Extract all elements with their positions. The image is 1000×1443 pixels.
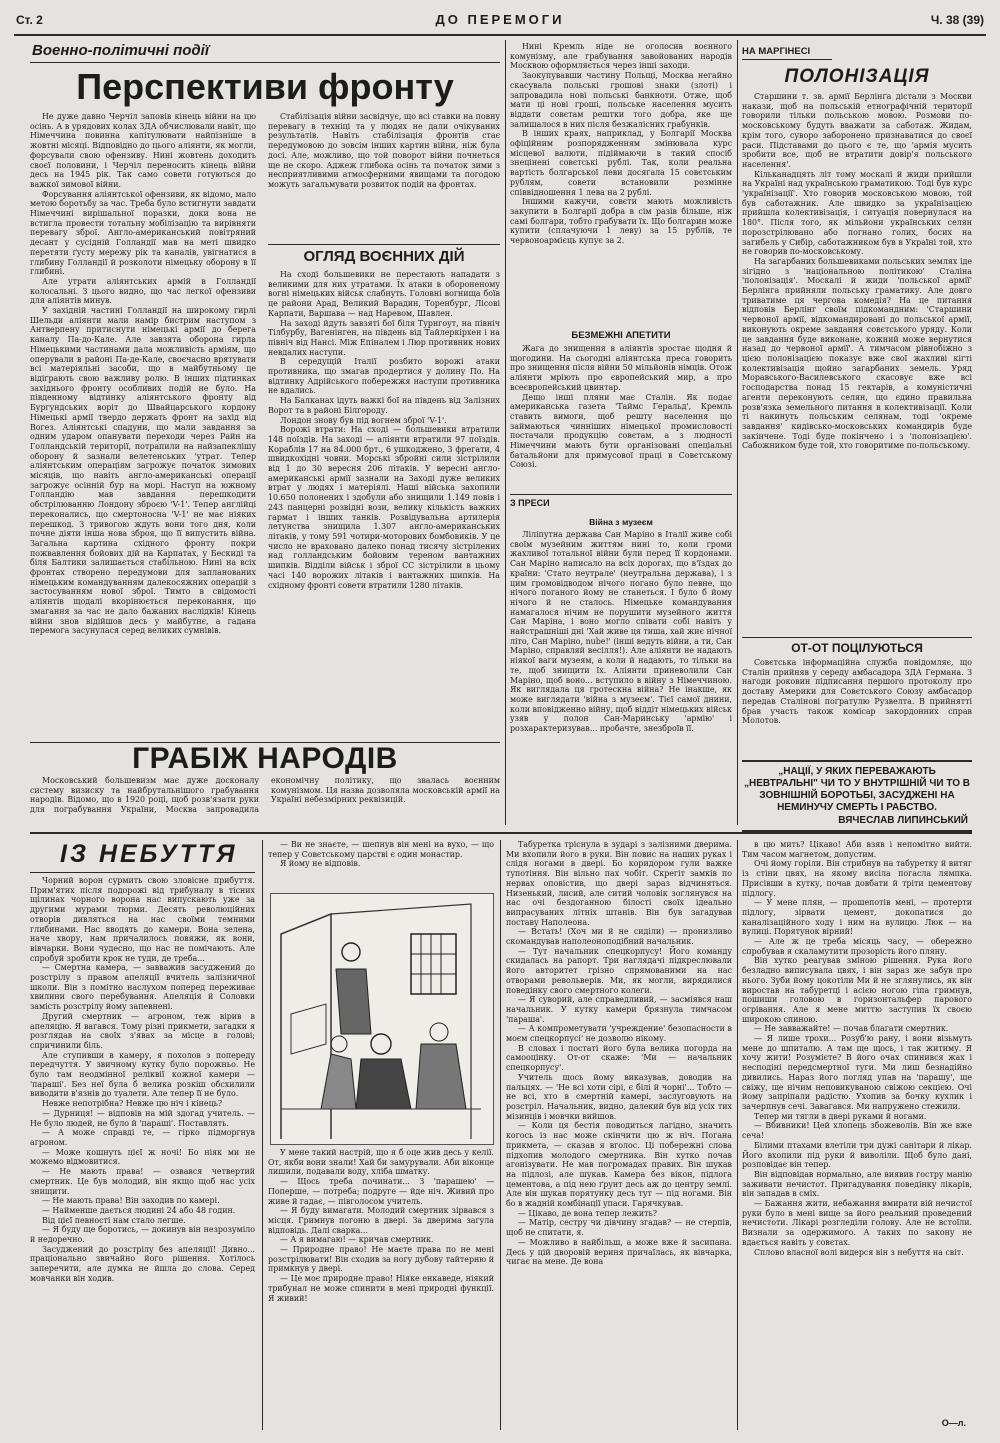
story-para: — Найменше дається людині 24 або 48 годин. — [42, 1205, 236, 1215]
story-para: — Я буду вимагати. Молодий смертник зірвався з місця. Гримнув погоню в двері. За дверима загула відповідь. Далі сварка... — [268, 1206, 494, 1235]
story-col-4 — [742, 840, 972, 1415]
headline-front-perspectives: Перспективи фронту — [76, 66, 454, 107]
column-divider — [262, 840, 263, 1430]
story-para: Він відповідав нормально, але виявив гостру манію заживати нечистот. Пригадування поведінку лікарів, він западав в сміх. — [742, 1169, 972, 1199]
limitless-para: Дещо інші пляни має Сталін. Як подає американська газета 'Таймс Геральд', Кремль ставить вимоги, щоб решту населення що займаються чинніших німецької промисловості постачали продукцію совєтам, а з людності Німеччини мають бути організовані спеціальні батальйони для примусової праці в Совєтському Союзі. — [510, 392, 732, 470]
column-divider — [505, 40, 506, 825]
story-para: — Я суворий, але справедливий, — засміявся наш начальник. У кутку камери брязнула тимчасом 'параша'. — [506, 995, 732, 1024]
robbery-para: Заокупувавши частину Польщі, Москва негайно скасувала польські грошові знаки (злоті) і запровадила нові польські банкноти. Отже, щоб мати ці нові гроші, польське населення мусить віддати совєтам рештки того добра, яке ще залишалося в них після безжалісних грабунків. — [510, 71, 732, 129]
press-rule — [510, 494, 732, 495]
polonization-para: Старшини т. зв. армії Берлінґа дістали з Москви накази, щоб на польській етнографічній території говорили тільки польською мовою. Розмови по-московському будуть вважати за саботаж. Жидам, крім того, суворо заборонено признаватися до своєї раси. Підставами до цього є те, що 'армія мусить зробити все, щоб не втратити довір'я польського населення'. — [742, 92, 972, 169]
story-para: Я йому не відповів. — [280, 859, 361, 869]
robbery-para: Іншими кажучи, совєти мають можливість закупити в Болгарії добра в сім разів більше, ніж самі болгари, тобто грабувати їх. Що болгарин може купити (сплачуючи 1 леву) за 15 рублів, те червоноармієць купує за 2. — [510, 197, 732, 246]
headline-from-nonexistence: ІЗ НЕБУТТЯ — [60, 840, 238, 868]
story-para: — Не завважайте! — почав благати смертник. — [754, 1024, 949, 1034]
robbery-body-start — [30, 776, 500, 822]
story-col-2 — [268, 1148, 494, 1430]
press-para: Ліліпутна держава Сан Маріно в Італії живе собі своїм музейним життям нині то, коли громи жахливої тотальної війни були перед її кордонами. Сан Маріно написало на всіх дорогах, що в'їздах до країни: 'Стато неутрале' (неутральна держава), і з цим громовідводом нічого погано було певне, що нічого поганого йому не станеться. І було б йому нічого й не сталось. Німецьке командування намагалося нічим не порушити музейного життя Сан Маріна, і воно могло співати собі навіть у найстрашніші дні 'Хай живе ця тиша, хай жиє нічної літо, Сан Маріно, nube!' (інші ведуть війни, а ти, Сан Маріно, справляй весілля!). Але аліянти не надають ніякої ваги музеям, а коли й надають, то тільки на те, щоб знищити їх. Аліянти приневолили Сан Маріно, щоб воно... вступило в війну з Німеччиною. Як виглядала ця гротескна війна? Не інакше, як може виглядати 'війна з музеєм'. Тієї самої днини, коли вповідженно війну, щоб віддіт німецьких військ узяв у полон Сан-Маринську 'армію' і розхарактеризував... пробачте, знезброїв її. — [510, 530, 732, 734]
story-para: Білими птахами влетіли три дужі санітари й лікар. Його вхопили під руки й виволіли. Щоб було дані, розповідає він тепер. — [742, 1140, 972, 1170]
story-para: — Можливо в найбільш, а може вже й засипана. Десь у цій дворовій вериня причаїлась, як вівчарка, чигає на мене. Де вона — [506, 1237, 732, 1267]
story-para: — Встать! (Хоч ми й не сиділи) — пронизливо скомандував наполеоноподібний начальник. — [506, 927, 732, 947]
story-para: — Коли ця бестія поводиться лагідно, значить когось із нас може скінчити цю ж ніч. Погана прикмета, — сказав я вголос. Ці побережні слова підхопив молодого смертника. Він хутко почав агонізувати. Не мав погромадах правих. Він шукав на підлозі, але шукав. Камера без вікон, підлога цементова, а під нею ґрунт десь аж до центру землі. Але він шукав порятунку десь тут — під ногами. Він бо в жадній комбінації упаси. Гарячкував. — [506, 1121, 732, 1209]
story-para: — А компрометувати 'учреждение' безопасности в моєм спецкорпусі' не дозволю нікому. — [506, 1024, 732, 1044]
story-para: — Не мають права! — озвався четвертий смертник. Це був молодий, він якщо щоб нас усіх знищити. — [30, 1167, 255, 1196]
story-para: Табуретка тріснула в зударі з залізними дверима. Ми вхопили його в руки. Він повис на наших руках і слідя ногами в двері. Бо коридором гули важке тупотіння. Він вільно пах чобіт. Скрегіт замків по нервах оповістив, що двері зараз відчиняться. Низенький, лисий, але ситий чоловік зоглянувся на нас очі бездоганною білості своїх ідеально випрасуваних літніх штанів. Він був загадував поставу Наполеона. — [506, 840, 732, 927]
front-para: Не дуже давно Черчіл заповів кінець війни на цю осінь. А в урядових колах ЗДА обчислювали навіт, що Німеччина повинна капітулювати найпізніше в жовтні місяці. Відповідно до цього аліянти, як могли, форсували свою офензиву. Нині жовтень доходить своєї половини, і Черчіл переносить кінець війни десь на 1945 рік. Так само совети готуються до важкої зимової війни. — [30, 112, 256, 189]
story-para: Тепер ми тягли в двері руками й ногами. — [754, 1111, 927, 1121]
story-para: — У мене плян, — прошепотів мені, — протерти підлогу, зірвати цемент, докопатися до каналізаційного ходу і ним на вулицю. Люк — на вулиці. Порятунок вірний! — [742, 898, 972, 937]
rubric-underline — [742, 59, 832, 60]
war-para: На заході йдуть завзяті бої біля Турнгоут, на північ Тілбурбу, Вагенінген, на південь від Тайлеркірхен і на північ від Нансі. Між Епіналем і Люр противник нових невдалих наступи. — [268, 318, 500, 357]
front-para: Форсування аліянтської офензиви, як відомо, мало метою боротьбу за час. Треба було встигнути завдати Німеччині вирішальної поразки, доки вона не встигла провести тотальну мобілізацію та вирівняти перевагу зброї. Англо-американський повітряний десант у сусідній Голландії мав на меті швидко перетяти ґусту мережу рік та каналів, увігнатися в глибину Голландії й розколоти німецьку оборону в її глибині. — [30, 189, 256, 277]
polonization-body — [742, 92, 972, 632]
story-para: Він хутко реагував зміною рішення. Рука його безладно виписувала цвях, і він зараз же забув про нього. Зуби йому цокотіли Ми й не зглянулись, як він виростав на табуретці і асією ногою гіпа гримнув, пошиши головою в горизонтальфер парового огрівання. Але я мене миттю заступив їх своєю широкою спиною. — [742, 956, 972, 1024]
story-para: в цю мить? Цікаво! Аби взяв і непомітно вийти. Тим часом магнетом, допустим. — [742, 840, 972, 859]
story-para: — Тут начальник спецкорпусу! Його команду скидалась на рапорт. Три наглядачі підкреслювали його авторитет грізно спрямованими на нас отворами револьверів. Ми, як могли, вирядилися поведінку свого смертного колеги. — [506, 946, 732, 995]
story-para: — Щось треба починати... З 'парашею' — Поперше, — потреба; подруге — йде ніч. Живий про живе й гадає, — півголосом учитель. — [268, 1177, 494, 1206]
story-para: Очі йому горіли. Він стрибнув на табуретку й витяг із стіни цвях, на якому висіла погасла лямпка. Присівши в кутку, почав довбати й тріти цементову підлогу. — [742, 859, 972, 898]
rule — [742, 637, 972, 638]
war-para: На Балканах ідуть важкі бої на південь від Залізних Ворот та в районі Білгороду. — [268, 396, 500, 415]
story-para: — Смертна камера, — завважив засуджений до розстрілу з правом апеляції вчитель залізничної школи. Він з помітно наслухом поперед переживає хвилини свого перебування. Апеляція й Соловки замість розстрілу йому запевнені. — [30, 963, 255, 1012]
war-review-rule — [268, 244, 500, 245]
column-divider — [500, 840, 501, 1430]
story-signature: О—л. — [941, 1418, 966, 1428]
war-para: Ворожі втрати: На сході — большевики втратили 148 поїздів. На заході — аліянти втратили 97 поїздів. Кораблів 17 на 84.000 брт., 6 ушкоджено, 3 фрегати, 4 швидкохідні човни. Морські збройні сили зістрілили від 1 до 30 вересня 206 літаків. У вересні англо-американські армії зазнали на Заході дуже великих втрат у людях і матеріялі. Наші війська захопили 10.650 полонених і здобули або знищили 1.149 повів і 243 панцерні розвідні вози, велику кількість важких гармат і інших танків. Розвідувальна артилерія летунства знищила 1.307 англо-американських літаків, у тому 591 чотири-моторових бомбовиків. У це число не враховано далеко понад тисячу зістрілених над голландським бойовим тереном вантажних шипків. Відділи військ і зброї СС зістрілили в цьому часі 140 ворожих літаків і вантажних шипків. На східному фронті совети втратили 1280 літаків. — [268, 425, 500, 590]
rubric-margins: НА МАРГІНЕСІ — [742, 46, 811, 57]
kiss-para: Совєтська інформаційна служба повідомляє, що Сталін прийняв у середу амбасадора ЗДА Германа. З нагоди роковин підписання першого протоколу про доставу Америки для Совєтського Союзу амбасадор передав Сталінові поґратулю Рузвелта. В прийнятті брав участь також комісар закордонних справ Молотов. — [742, 658, 972, 726]
prison-scene-drawing — [271, 894, 493, 1144]
war-para: Лондон знову був під вогнем зброї 'V-1'. — [280, 415, 447, 425]
war-para: В середущій Італії розбито ворожі атаки противника, що змагав продертися у долину По. На відтинку Адрійського побережжя наступи противника не вдались. — [268, 357, 500, 396]
masthead — [14, 6, 986, 34]
story-col-1 — [30, 876, 255, 1428]
story-para: — Це моє природне право! Ніяке енкаведе, ніякий трибунал не може спинити в мені природні функції. Я живий! — [268, 1274, 494, 1303]
story-para: В словах і постаті його була велика погорда на самооцінку. От-от скаже: 'Ми — начальник спецкорпусу'. — [506, 1043, 732, 1073]
story-para: Від цієї певності нам стало легше. — [42, 1215, 186, 1225]
story-para: Але ступивши в камеру, я похолов з попереду передчуття. У звичному кутку було порожньо. Не було там неодмінної реліквії кожної камери — 'параші'. Без неї була б велика розкіш обсхилили виводити в'язнів до туалети. Але тепер її не було. — [30, 1050, 255, 1099]
front-para: У західній частині Голландії на широкому гирлі Шельди аліянти мали намір бистрим наступом з Антверпену притиснути німецькі армії до берега каналу Па-до-Кале. Але завзята оборона гирла Німецькими частинами дала можливість арміям, що оперували в районі Па-де-Кале, своєчасно врятувати всі матеріяльні засоби, що в майбутньому це відіграють свою важливу ролю. В інших підтинках західнього фронту особливих подій не було. На південному відтинку аліянтського фронту від Бургундських воріт до Швайцарського кордону Німецькі армії твердо держать фронт на захід від Вогез. Аліянтські спадуни, що мали завдання за одним ударом опанувати переходи через Райн на Голландській території, потрапили на найзапеклішу оборону й зазнали велетенських 'утрат. Тепер аліянтським операціям загрожує початок зимових місяців, що навіть англо-американські операції загрожує осінній бур на морі. Наступ на южному Голландію мав завдання перешкодити обстрілюванню Лондону зброєю 'V-1'. Тепер англійці переконались, що смертоносна 'V-1' не має ніяких перешкод. З тривогою ждуть вони того дня, коли почне діяти інша нова зброя, що її випустить війна. Загальна картина східного фронту покри пожвавлення бойових дій на Карпатах, у Бескиді та біля Балтики залишається стабільною. Нині на всіх фронтах створено передумови для запланованих німецьким командуванням далекосяжних операцій з застосуванням нової зброї. Тимто в свідомості аліянтів щодалі вкорінюється переконання, що змагання за час не дало бажаних наслідків! Кінець війни знов відійшов десь у майбутнє, а гадана перемога засунулася серед великих сумнівів. — [30, 306, 256, 636]
front-col-2 — [268, 112, 500, 240]
story-col-2-top — [268, 840, 494, 890]
robbery-para: Московський большевизм має дуже досконалу систему визиску та найбрутальнішого грабування народів. Відомо, що в 1920 році, щоб розв'язати руки для пограбування України, Москва запровадила економічну політику, що звалась воєнним комунізмом. Ця назва дозволяла московській армії на Україні небезмірних реквізицій. — [30, 776, 500, 815]
story-para: — Я лише трохи... Розуб'ю рану, і вони візьмуть мене до шпиталю. А там ще щось, і так житиму. Я хочу жити! Розумієте? В його очах спинився жах і несподіні передсмертної туги. Ми лиш безнадійно дивились. Нараз його погляд упав на 'парашу', ще свіжу, ще нічим неповикуваною свіжою секцією. Очі йому запріпали радістю. Ухопив за бочку кухлик і зачерпнув сечі. Завагався. Ми напружено стежили. — [742, 1034, 972, 1111]
story-para: Засуджений до розстрілу без апеляції! Дивно... праціонально звичайно його рішення. Хотілось заперечити, але думка не йшла до слова. Серед мовчанки він ходив. — [30, 1244, 255, 1283]
column-divider — [737, 40, 738, 825]
story-para: — Цікаво, де вона тепер лежить? — [518, 1208, 657, 1218]
kiss-body — [742, 658, 972, 753]
war-review-body — [268, 270, 500, 920]
headline-robbery: ГРАБІЖ НАРОДІВ — [132, 742, 398, 775]
quote-rule-top — [742, 760, 972, 762]
story-col-3 — [506, 840, 732, 1430]
paper-title: ДО ПЕРЕМОГИ — [435, 12, 565, 27]
story-para: — Може кошнуть цієї ж ночі! Бо ніяк ми не можемо відмовитися. — [30, 1147, 255, 1167]
story-para: Сплово власної волі видерся він з небуття на світ. — [754, 1247, 964, 1257]
front-para: Але утрати аліянтських армій в Голландії колосальні. З цього видно, що час легкої офензиви для аліянтів минув. — [30, 276, 256, 306]
rubric-press: З ПРЕСИ — [510, 498, 550, 508]
story-para: — А може справді те, — гірко підморгнув агроном. — [30, 1128, 255, 1147]
robbery-para: Нині Кремль ніде не оголосив воєнного комунізму, але грабування завойованих народів Москвою оформляється через інші заходи. — [510, 42, 732, 71]
press-title: Війна з музеєм — [589, 517, 653, 527]
rubric-underline — [30, 62, 500, 63]
rubric-military-political: Военно-політичні події — [32, 42, 210, 59]
press-body — [510, 530, 732, 824]
story-para: — Я буду ще боротись, — докинув він незрозуміло й недоречно. — [30, 1225, 255, 1245]
story-para: У мене такий настрій, що я б оце жив десь у келії. От, якби вони знали! Хай би замурували. Аби віконце лишили, подавали воду, хліба шматку. — [268, 1148, 494, 1177]
story-para: — Але ж це треба місяць часу, — обережно спробував я скаламутити прозорість його пляну. — [742, 937, 972, 956]
limitless-body — [510, 344, 732, 492]
story-para: Другий смертник — агроном, теж вірив в апеляцію. Я вагався. Тому різні прикмети, загадки я розглядав на своїх з'явах за місце в голові; спричинили біль. — [30, 1011, 255, 1050]
story-para: — Природне право! Не маєте права по не мені розстрілювати! Він сходив за ногу дубову тайтерню й примкнув у двері. — [268, 1245, 494, 1274]
polonization-para: Кільканадцять літ тому москалі й жиди прийшли на Україні над українською граматикою. Тоді був курс 'українізації'. Хто говорив московською мовою, той був саботажник. Але швидко за українізацією прийшла колективізація, і ситуація повернулася на 180°. Після того, як мільйони українських селян порозстрілювано або погнано голих, босих на загибель у Сибір, саботажником був в Україні той, хто не говорив по-московському. — [742, 169, 972, 257]
headline-limitless-appetites: БЕЗМЕЖНІ АПЕТИТИ — [571, 330, 671, 341]
story-para: — Ви не знаєте, — шепнув він мені на вухо, — що тепер у Совєтському царстві є один монастир. — [268, 840, 494, 859]
story-para: Невже непотрібна? Невже цю ніч і кінець? — [42, 1099, 223, 1109]
robbery-para: В інших краях, наприклад, у Болгарії Москва офіційним розпорядженням змінювала курс місцевої валюти, підіймаючи в такий спосіб знецінені совєтські рублі. Так, коли реальна вартість болгарської леви досягала 15 совєтським рублям, совети встановили розмінне співвідношення 1 лева на 2 рублі. — [510, 129, 732, 197]
story-headline-rule — [30, 872, 255, 873]
war-para: На сході большевики не перестають нападати з великими для них утратами. Їх атаки в обороненому вогні німецьких військ слабнуть. Головні вогнища боїв це райони Арад, Великий Варадин, Торенбург, Лісові Карпати, Варшава — над Наревом, Шавлен. — [268, 270, 500, 318]
polonization-para: На загарбаних большевиками польських землях іде зігідно з 'національною політикою' Сталіна 'полонізація'. Москалі й жиди 'польської армії' Берлінга прийняли польську граматику. Але довго триватиме ця чергова комедія? На це питання відповів Берлінг своїм підкомандним: 'Старшини червоної армії, відкомандировані до польської армії, виконують окреме завдання совєтського уряду. Коли це завдання буде виконане, кожний може вернутися назад до червоної армії'. А тимчасом рівнобіжно з цією полонізацією показує вже свої жахливі кігті колективізація щойно загарбаних земель. Уряд Моравського-Василевського скасовує вже всі господарства понад 15 гектарів, а комуністичні агенти переконують селян, що єдино правильна розв'язка земельного питання в колективізації. Коли ті накинуть польським селянам, тоді 'окреме завдання' кидівсько-московських командирів буде закінчене. Тоді буде покінчено і з 'полонізацією'. Сабожником буде той, хто говоритиме по-польському. — [742, 256, 972, 451]
prison-illustration — [270, 893, 494, 1145]
quote-author: ВЯЧЕСЛАВ ЛИПИНСЬКИЙ — [838, 815, 968, 826]
story-para: — Матір, сестру чи дівчину згадав? — не стерпів, щоб не спитати, я. — [506, 1218, 732, 1238]
headline-polonization: ПОЛОНІЗАЦІЯ — [784, 66, 930, 87]
limitless-para: Жага до знищення в аліянтів зростає щодня й щогодини. На сьогодні аліянтська преса говорить про знищення після війни 50 мільйонів німців. Отож аліянти мріють про європейський мир, а про всеєвропейський цвинтар. — [510, 344, 732, 392]
issue-number: Ч. 38 (39) — [930, 13, 984, 27]
page-number: Ст. 2 — [16, 13, 43, 27]
headline-kiss: ОТ-ОТ ПОЦІЛУЮТЬСЯ — [791, 641, 923, 655]
story-para: — Дурниця! — відповів на мій здогад учитель. — Не було людей, не було й 'параші'. Поставлять. — [30, 1108, 255, 1128]
headline-war-review: ОГЛЯД ВОЄННИХ ДІЙ — [303, 248, 465, 265]
story-para: Учитель щось йому виказував, доводив на пальцях. — 'Не всі хоти сірі, є білі й чорні'... Тобто — не всі, хто в смертній камері, заслуговують на розстріл. Начальник, видно, далекий був від усіх тих мізинців і мовчки вийшов. — [506, 1072, 732, 1121]
section-rule — [30, 832, 972, 834]
column-divider — [737, 840, 738, 1430]
story-para: — Бажання жити, небажання вмирати вій нечистої руки було в мені вище за його реальний проведений нечистоти. Лікарі розгледіли голову. Але не встоїли. Визнали за одержимого. А таких по закону не вдається навіть у совєтах. — [742, 1199, 972, 1247]
masthead-rule — [14, 34, 986, 36]
story-para: — А я вимагаю! — кричав смертник. — [280, 1235, 434, 1245]
story-para: — Вбивники! Цей хлопець збожеволів. Він же вже сеча! — [742, 1121, 972, 1141]
front-para: Стабілізація війни засвідчує, що всі ставки на повну перевагу в техніці та у людях не дали очікуваних результатів. Навіть стабілізація фронтів стає передумовою до зовсім інших картин війни, ніж була досі. Але, можливо, що той поворот війни почнеться ще не скоро. Аджеж глибока осінь та початок зими з несприятливими атмосферними явищами та погодою можуть загальмувати розвиток подій на фронтах. — [268, 112, 500, 189]
story-para: — Не мають права! Він заходив по камері. — [42, 1196, 220, 1206]
story-para: Чорний ворон сурмить свою зловісне прибуття. Прим'ятих після подорожі від трибуналу в тісних щілинах чорного ворона нас випускають уже за другими мурами тюрми. Десять революційних отворів дивляться на нас своїми темними глибинами. Нас вводять до камери. Вона зелена, наче хвору, нам причалилось повяжи, як вони, вівчарки. Вони чудесно, що нас не помічають. Але спробуй зробити крок не туди, де треба... — [30, 876, 255, 963]
quote-text: „НАЦІЇ, У ЯКИХ ПЕРЕВАЖАЮТЬ „НЕВТРАЛЬНІ" ЧИ ТО У ВНУТРІШНІЙ ЧИ ТО В ЗОВНІШНІЙ БОРОТЬБІ, ЗАСУДЖЕНІ НА НЕМИНУЧУ СМЕРТЬ І РАБСТВО. — [744, 766, 970, 813]
